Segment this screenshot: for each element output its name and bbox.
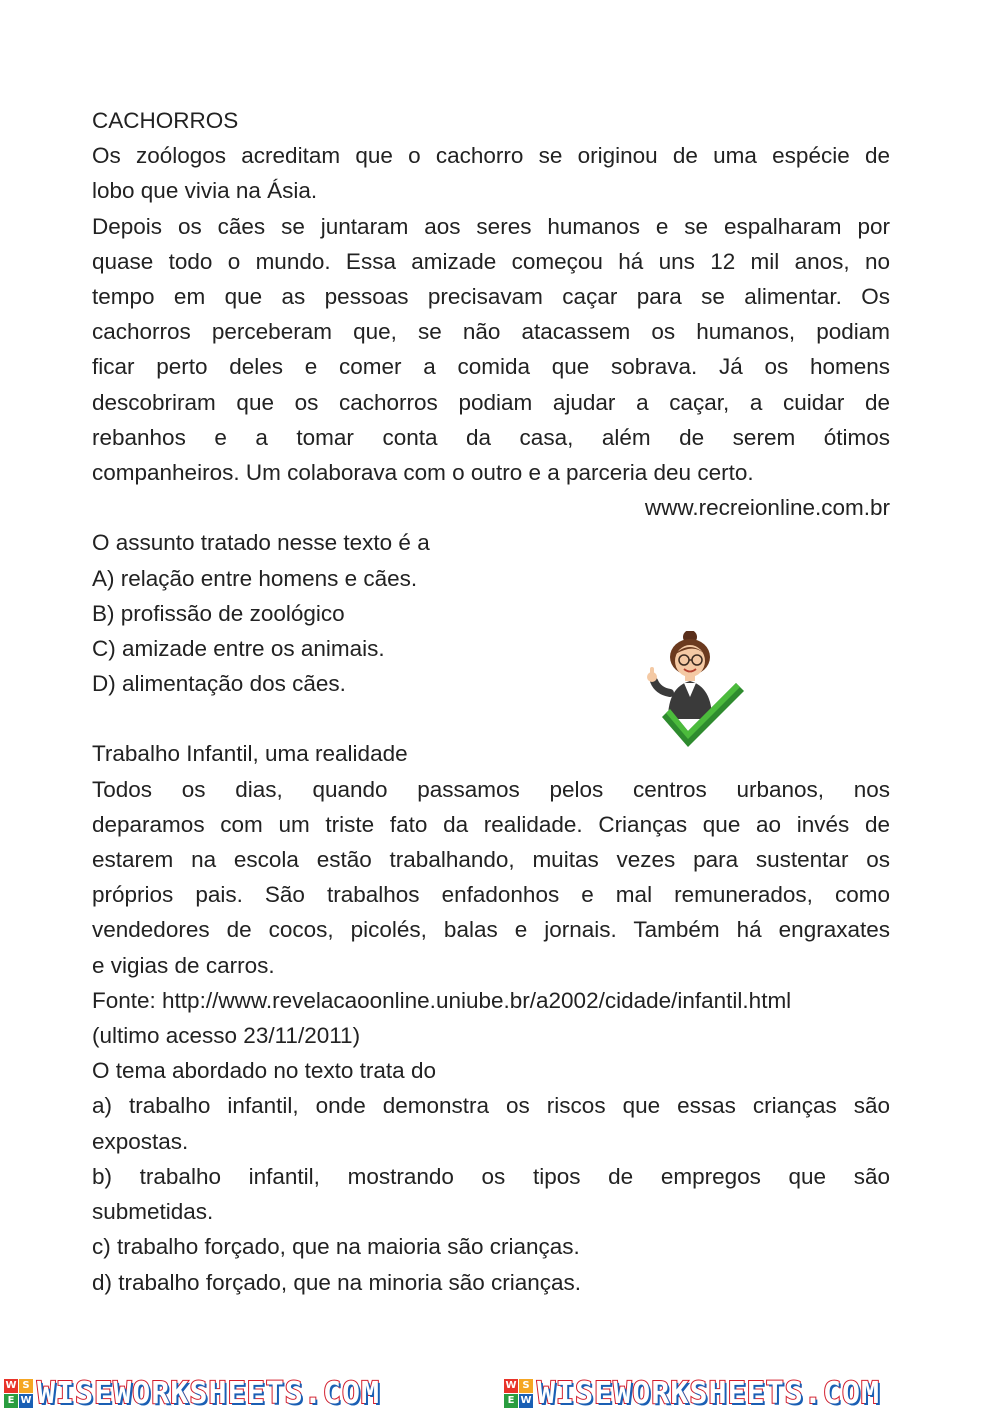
question1-option-c[interactable]: C) amizade entre os animais. (92, 636, 385, 662)
brand-logo (504, 1376, 880, 1411)
question1-option-a[interactable]: A) relação entre homens e cães. (92, 565, 418, 591)
text1-line: lobo que vivia na Ásia. (92, 178, 318, 204)
text1-line: Depois os cães se juntaram aos seres humanos e se espalharam por (92, 213, 890, 239)
question1-option-b[interactable]: B) profissão de zoológico (92, 600, 345, 626)
text2-access-date: (ultimo acesso 23/11/2011) (92, 1023, 361, 1049)
text2-line: vendedores de cocos, picolés, balas e jornais. Também há engraxates (92, 917, 890, 943)
question1-stem: O assunto tratado nesse texto é a (92, 530, 430, 556)
brand-text: WISEWORKSHEETS.COM (537, 1376, 881, 1411)
text1-line: quase todo o mundo. Essa amizade começou há uns 12 mil anos, no (92, 248, 890, 274)
logo-blocks-icon: W S E W (5, 1380, 32, 1406)
brand-text: WISEWORKSHEETS.COM (37, 1376, 381, 1411)
question2-option-c[interactable]: c) trabalho forçado, que na maioria são crianças. (92, 1234, 580, 1260)
text2-source: Fonte: http://www.revelacaoonline.uniube.br/a2002/cidade/infantil.html (92, 987, 792, 1013)
teacher-thumbs-up-icon (640, 631, 750, 751)
text2-line: Todos os dias, quando passamos pelos centros urbanos, nos (92, 776, 890, 802)
footer-watermark (0, 1374, 1000, 1414)
question2-option-d[interactable]: d) trabalho forçado, que na minoria são crianças. (92, 1269, 582, 1295)
text1-line: cachorros perceberam que, se não atacassem os humanos, podiam (92, 319, 890, 345)
text1-title: CACHORROS (92, 108, 239, 133)
text1-source: www.recreionline.com.br (644, 495, 890, 521)
question2-option-a-cont[interactable]: expostas. (92, 1128, 189, 1154)
brand-logo (4, 1376, 380, 1411)
question2-option-b-cont[interactable]: submetidas. (92, 1199, 214, 1225)
question1-options (92, 561, 890, 702)
text2-line: estarem na escola estão trabalhando, muitas vezes para sustentar os (92, 847, 890, 873)
text1-line: descobriram que os cachorros podiam ajudar a caçar, a cuidar de (92, 389, 890, 415)
question2-option-b[interactable]: b) trabalho infantil, mostrando os tipos de empregos que são (92, 1163, 890, 1189)
section-spacer (92, 701, 890, 736)
question2-option-a[interactable]: a) trabalho infantil, onde demonstra os riscos que essas crianças são (92, 1093, 890, 1119)
question1-option-d[interactable]: D) alimentação dos cães. (92, 671, 346, 697)
text1-line: Os zoólogos acreditam que o cachorro se originou de uma espécie de (92, 143, 890, 169)
text2-line: próprios pais. São trabalhos enfadonhos e mal remunerados, como (92, 882, 890, 908)
text1-line: tempo em que as pessoas precisavam caçar para se alimentar. Os (92, 284, 890, 310)
text2-line: deparamos com um triste fato da realidade. Crianças que ao invés de (92, 811, 890, 837)
text1-line: rebanhos e a tomar conta da casa, além de serem ótimos (92, 424, 890, 450)
text2-title: Trabalho Infantil, uma realidade (92, 741, 408, 767)
text1-line: companheiros. Um colaborava com o outro e a parceria deu certo. (92, 460, 754, 486)
text2-line: e vigias de carros. (92, 952, 275, 978)
text1-line: ficar perto deles e comer a comida que sobrava. Já os homens (92, 354, 890, 380)
worksheet-page (92, 103, 890, 1300)
question2-stem: O tema abordado no texto trata do (92, 1058, 436, 1084)
logo-blocks-icon: W S E W (505, 1380, 532, 1406)
